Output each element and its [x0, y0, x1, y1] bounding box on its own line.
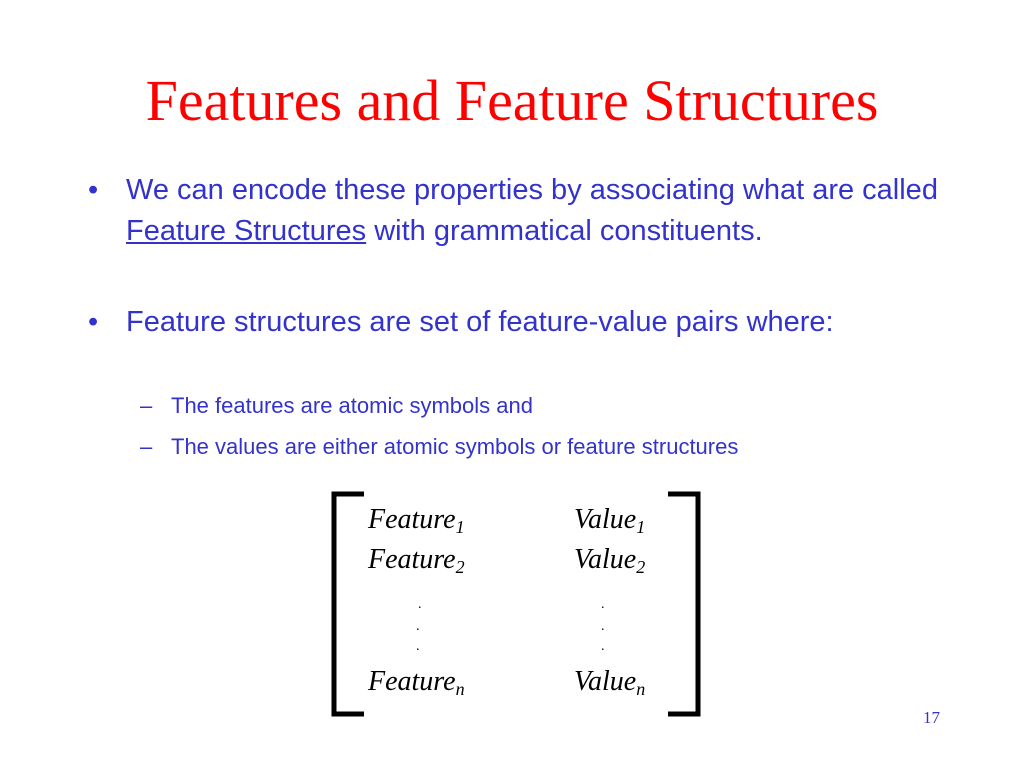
feature-label: Feature$_n$ [368, 666, 465, 699]
bullet-text-before: We can encode these properties by associating what are called [126, 174, 938, 206]
sub-bullet-text: The features are atomic symbols and [171, 393, 533, 418]
sub-bullet-marker: – [140, 393, 153, 418]
sub-bullet-marker: – [140, 434, 153, 459]
value-label: Value$_2$ [574, 544, 646, 577]
bullet-marker: • [88, 174, 99, 206]
slide-title: Features and Feature Structures [145, 68, 879, 133]
ellipsis-dot: . [601, 619, 605, 634]
ellipsis-dot: . [601, 639, 605, 654]
sub-bullet-text: The values are either atomic symbols or feature structures [171, 434, 739, 459]
feature-label: Feature$_1$ [368, 504, 465, 537]
page-number: 17 [923, 708, 940, 727]
ellipsis-dot: . [601, 597, 605, 612]
bullet-text: Feature structures are set of feature-value pairs where: [126, 306, 834, 338]
bullet-text-after: with grammatical constituents. [366, 215, 763, 247]
bullet-marker: • [88, 306, 99, 338]
value-label: Value$_1$ [574, 504, 646, 537]
underlined-term: Feature Structures [126, 215, 367, 247]
right-bracket [668, 494, 698, 714]
ellipsis-dot: . [416, 619, 420, 634]
feature-structure-matrix [330, 490, 702, 718]
value-label: Value$_n$ [574, 666, 646, 699]
ellipsis-dot: . [416, 639, 420, 654]
left-bracket [334, 494, 364, 714]
bullet-text [126, 170, 956, 252]
ellipsis-dot: . [418, 597, 422, 612]
feature-label: Feature$_2$ [368, 544, 465, 577]
